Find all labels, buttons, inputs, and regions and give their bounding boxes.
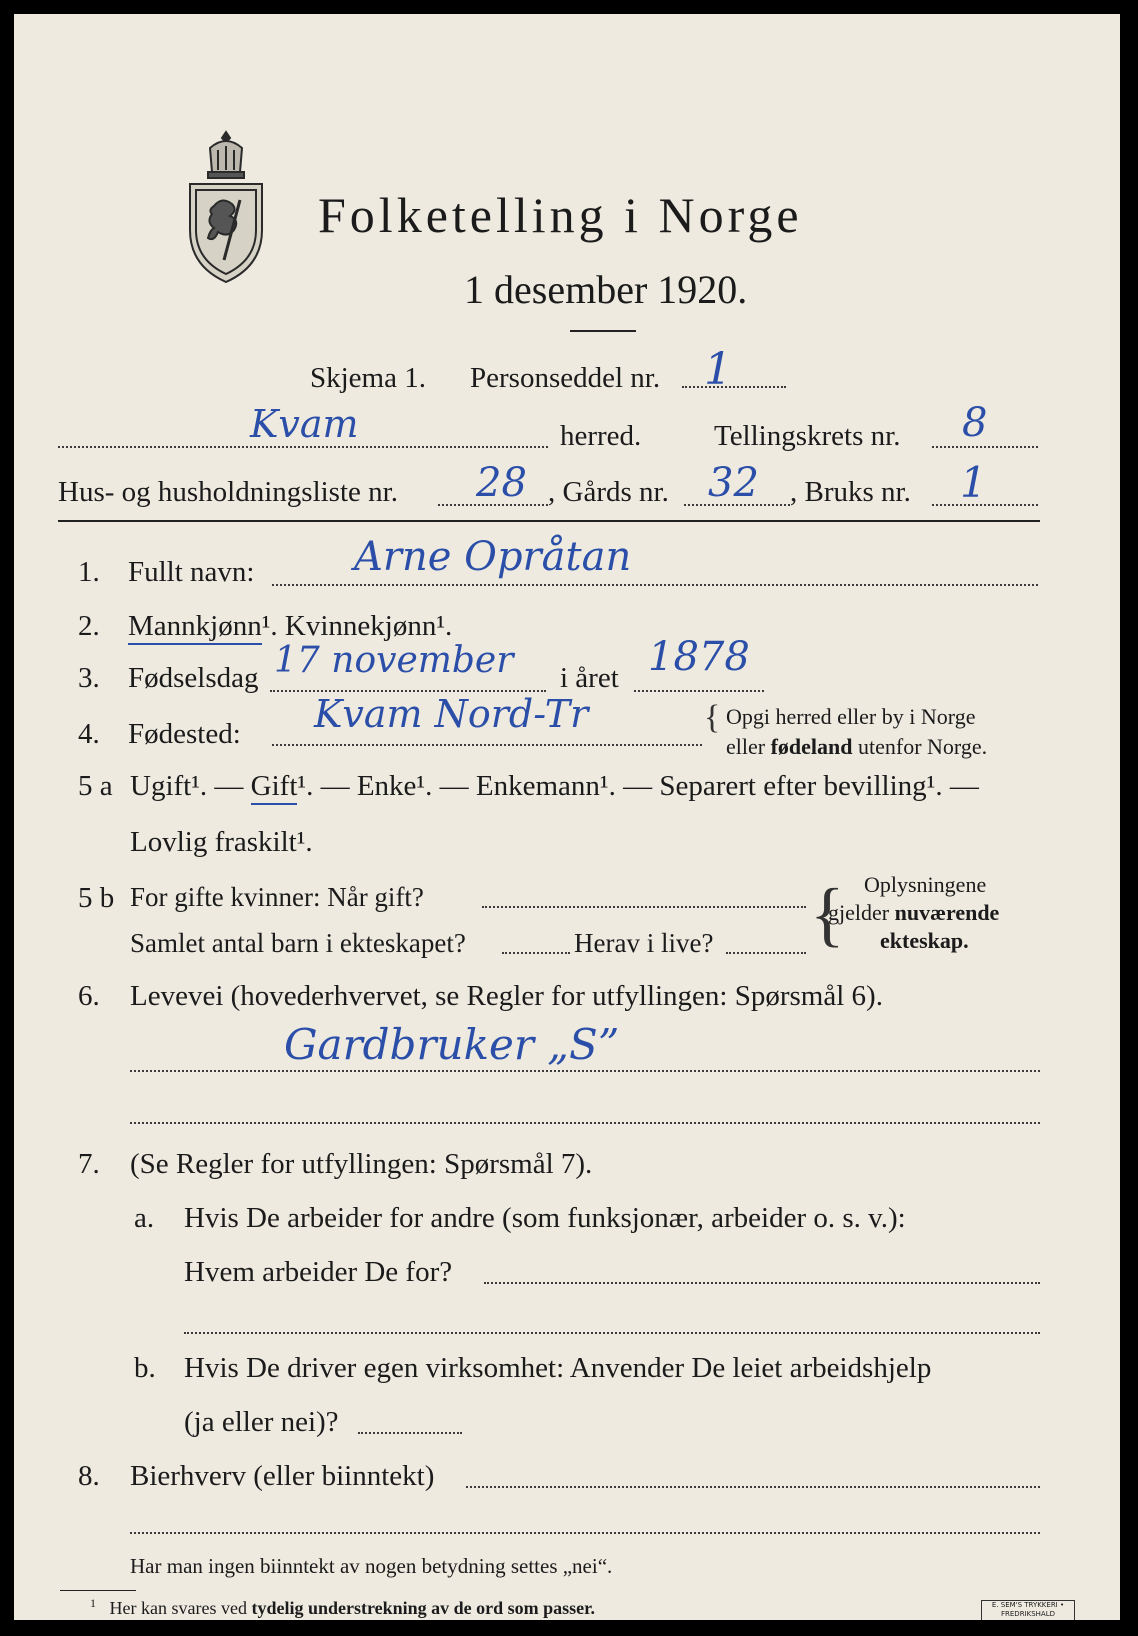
q1-number: 1. xyxy=(78,556,100,588)
birthplace-value[interactable]: Kvam Nord-Tr xyxy=(314,692,589,736)
q1-line xyxy=(272,584,1038,586)
census-date: 1 desember 1920. xyxy=(464,267,748,312)
full-name-value[interactable]: Arne Opråtan xyxy=(354,534,632,580)
q5b-bracket: { xyxy=(810,874,845,954)
herred-line xyxy=(58,446,548,448)
title-divider xyxy=(570,330,636,332)
gift-option[interactable]: Gift xyxy=(251,770,298,805)
printer-stamp: E. SEM'S TRYKKERI • FREDRIKSHALD xyxy=(981,1600,1075,1620)
form-title: Folketelling i Norge xyxy=(318,187,803,243)
q7a-text: Hvis De arbeider for andre (som funksjonær, arbeider o. s. v.): xyxy=(184,1202,906,1234)
footnote-mark: 1 xyxy=(90,1596,96,1610)
q7a-line xyxy=(484,1282,1040,1284)
q8-label: Bierhverv (eller biinntekt) xyxy=(130,1460,435,1492)
personseddel-value[interactable]: 1 xyxy=(704,344,732,395)
hus-label: Hus- og husholdningsliste nr. xyxy=(58,476,398,508)
herred-value[interactable]: Kvam xyxy=(250,402,359,446)
bruks-label: , Bruks nr. xyxy=(790,476,911,508)
footnote-divider xyxy=(60,1590,136,1591)
q3-year-line xyxy=(634,690,764,692)
q5b-label2: Samlet antal barn i ekteskapet? xyxy=(130,928,466,958)
q7b-letter: b. xyxy=(134,1352,156,1384)
q5b-line2 xyxy=(502,952,570,954)
q2-number: 2. xyxy=(78,610,100,642)
herred-label: herred. xyxy=(560,420,642,452)
personseddel-line xyxy=(682,386,786,388)
q3-year-label: i året xyxy=(560,662,619,694)
tellingskrets-value[interactable]: 8 xyxy=(962,400,988,446)
q1-label: Fullt navn: xyxy=(128,556,255,588)
personseddel-label: Personseddel nr. xyxy=(470,362,661,394)
bruks-value[interactable]: 1 xyxy=(960,458,987,507)
q3-number: 3. xyxy=(78,662,100,694)
q4-label: Fødested: xyxy=(128,718,241,750)
q4-note-1: Opgi herred eller by i Norge xyxy=(726,704,976,729)
q8-number: 8. xyxy=(78,1460,100,1492)
q8-note: Har man ingen biinntekt av nogen betydning settes „nei“. xyxy=(130,1554,613,1578)
q4-number: 4. xyxy=(78,718,100,750)
birthday-value[interactable]: 17 november xyxy=(274,640,514,681)
q7-label: (Se Regler for utfyllingen: Spørsmål 7). xyxy=(130,1148,593,1180)
footnote: $^1$ Her kan svares ved tydelig understrekning av de ord som passer. xyxy=(90,1596,595,1618)
q7a-line2 xyxy=(184,1332,1040,1334)
q5a-options: Ugift¹. — Gift¹. — Enke¹. — Enkemann¹. — Separert efter bevilling¹. — xyxy=(130,770,979,803)
q7b-text: Hvis De driver egen virksomhet: Anvender De leiet arbeidshjelp xyxy=(184,1352,932,1384)
tellingskrets-line xyxy=(932,446,1038,448)
gards-label: , Gårds nr. xyxy=(548,476,669,508)
q5b-line xyxy=(482,906,806,908)
q5b-line3 xyxy=(726,952,806,954)
q7a-text2: Hvem arbeider De for? xyxy=(184,1256,453,1288)
female-option[interactable]: Kvinnekjønn xyxy=(284,610,437,642)
q4-bracket: { xyxy=(704,699,721,736)
q7b-text2: (ja eller nei)? xyxy=(184,1406,339,1438)
census-form-page xyxy=(14,14,1120,1620)
q3-label: Fødselsdag xyxy=(128,662,259,694)
header-divider xyxy=(58,520,1040,522)
birth-year-value[interactable]: 1878 xyxy=(648,634,750,680)
q8-line2 xyxy=(130,1532,1040,1534)
q5b-label: For gifte kvinner: Når gift? xyxy=(130,882,424,912)
hus-value[interactable]: 28 xyxy=(476,460,527,506)
q6-line2 xyxy=(130,1122,1040,1124)
q5b-note-2: gjelder nuværende xyxy=(828,900,1000,925)
occupation-value[interactable]: Gardbruker „S” xyxy=(284,1020,620,1069)
coat-of-arms-icon xyxy=(180,126,272,286)
q5b-note-1: Oplysningene xyxy=(864,872,987,897)
schema-label: Skjema 1. xyxy=(310,362,426,394)
q5b-label3: Herav i live? xyxy=(574,928,714,958)
q7b-line xyxy=(358,1432,462,1434)
tellingskrets-label: Tellingskrets nr. xyxy=(714,420,901,452)
gards-value[interactable]: 32 xyxy=(708,460,759,506)
q4-note-2: eller fødeland utenfor Norge. xyxy=(726,734,988,759)
q5a-line2: Lovlig fraskilt¹. xyxy=(130,826,313,858)
q7-number: 7. xyxy=(78,1148,100,1180)
q7a-letter: a. xyxy=(134,1202,155,1234)
q5a-number: 5 a xyxy=(78,770,113,802)
q5b-number: 5 b xyxy=(78,882,115,914)
q5b-note-3: ekteskap. xyxy=(880,928,969,953)
q4-line xyxy=(272,744,702,746)
male-option[interactable]: Mannkjønn xyxy=(128,610,262,645)
q8-line xyxy=(466,1486,1040,1488)
q6-number: 6. xyxy=(78,980,100,1012)
q6-line xyxy=(130,1070,1040,1072)
q6-label: Levevei (hovederhvervet, se Regler for utfyllingen: Spørsmål 6). xyxy=(130,980,883,1012)
q2-options: Mannkjønn¹. Kvinnekjønn¹. xyxy=(128,610,452,643)
